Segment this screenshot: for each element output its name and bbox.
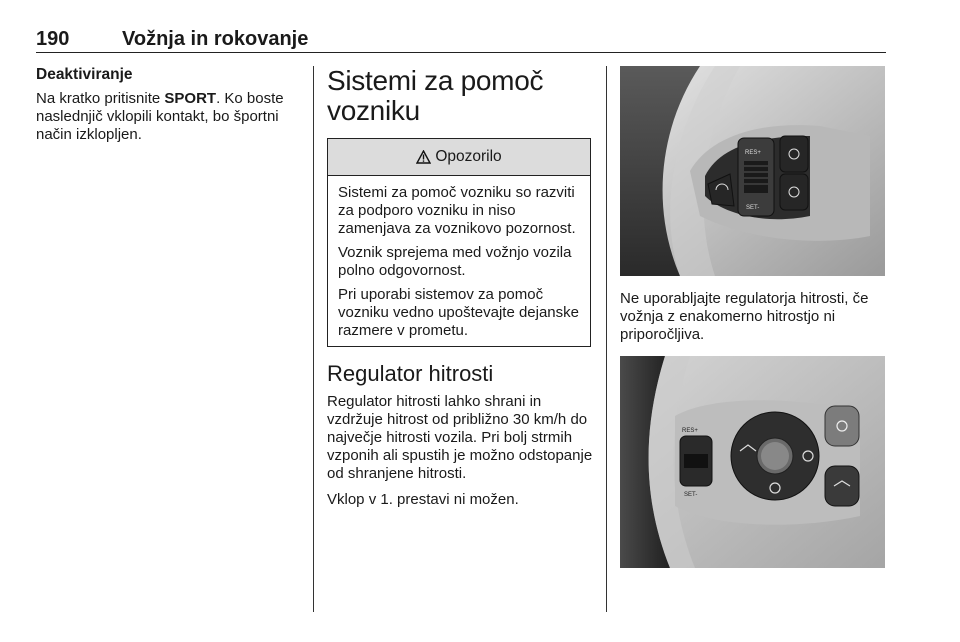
set-label: SET- [684, 492, 698, 498]
title-line: Sistemi za pomoč [327, 65, 544, 96]
chapter-section-title [327, 66, 593, 126]
page-number: 190 [36, 28, 70, 50]
title-line: vozniku [327, 95, 420, 126]
warning-paragraph: Pri uporabi sistemov za pomoč vozniku vedno upoštevajte dejanske razmere v prometu. [338, 286, 579, 339]
warning-paragraph: Voznik sprejema med vožnjo vozila polno odgovornost. [338, 244, 572, 279]
image-caption: Ne uporabljajte regulatorja hitrosti, če vožnja z enakomerno hitrostjo ni priporočljiva. [620, 290, 869, 343]
warning-label: Opozorilo [435, 148, 502, 165]
res-label: RES+ [745, 150, 761, 156]
steering-wheel-photo-1 [620, 66, 885, 276]
body-paragraph: Regulator hitrosti lahko shrani in vzdržuje hitrost od približno 30 km/h do največje hitrosti vozila. Pri bolj strmih vzponih ali spustih je možno odstopanje od shranjene hitrosti. [327, 393, 593, 482]
column-1 [36, 66, 301, 152]
warning-body [328, 176, 590, 340]
warning-paragraph: Sistemi za pomoč vozniku so razviti za podporo vozniku in niso zamenjava za voznikovo pozornost. [338, 184, 576, 237]
column-2 [327, 66, 593, 517]
warning-header [328, 139, 590, 176]
warning-triangle-icon [416, 150, 431, 164]
button-name: SPORT [164, 90, 217, 107]
column-3 [620, 66, 886, 568]
para-text: . Ko boste naslednjič vklopili kontakt, bo športni način izklopljen. [36, 90, 284, 143]
warning-box [327, 138, 591, 347]
body-paragraph [36, 90, 301, 144]
res-label: RES+ [682, 428, 698, 434]
page-header [36, 28, 886, 53]
para-text: Na kratko pritisnite [36, 90, 165, 107]
column-divider [313, 66, 314, 612]
section-heading: Deaktiviranje [36, 66, 133, 83]
set-label: SET- [746, 205, 760, 211]
body-paragraph: Vklop v 1. prestavi ni možen. [327, 491, 519, 508]
section-title: Regulator hitrosti [327, 361, 494, 386]
column-divider [606, 66, 607, 612]
chapter-title: Vožnja in rokovanje [122, 28, 309, 50]
steering-wheel-photo-2 [620, 356, 885, 568]
